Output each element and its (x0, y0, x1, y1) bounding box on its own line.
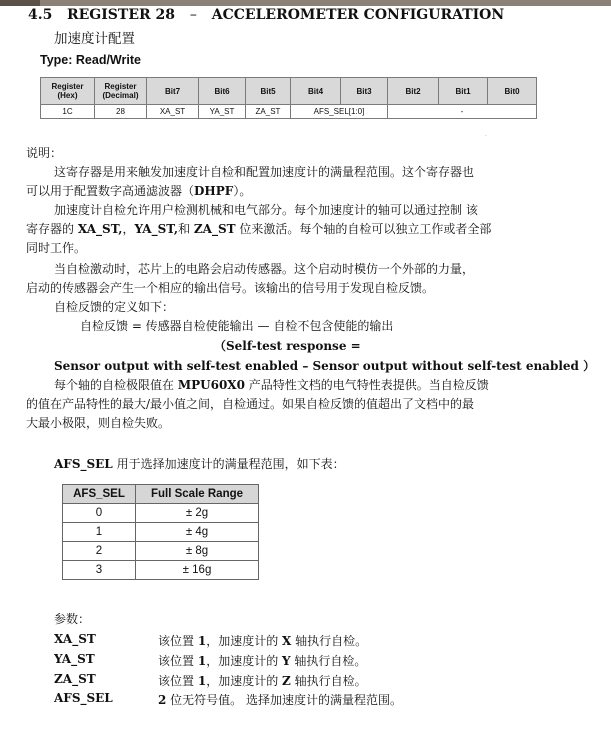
afs-sel-value: 2 (63, 542, 136, 561)
register-name: REGISTER 28 (66, 7, 175, 23)
cell-bit2-0: - (388, 105, 537, 119)
table-row (63, 523, 259, 542)
param-name-xa-st: XA_ST (54, 632, 96, 646)
dhpf-term: DHPF (194, 184, 234, 198)
desc-p2-line1: 加速度计自检允许用户检测机械和电气部分。每个加速度计的轴可以通过控制 该 (54, 203, 478, 217)
header-bit1: Bit1 (439, 78, 488, 105)
desc-p2-sep1: ， (122, 222, 135, 236)
table-row (63, 504, 259, 523)
header-afs-sel: AFS_SEL (63, 485, 136, 504)
desc-p5-line3: 大最小极限，则自检失败。 (26, 416, 171, 430)
mpu60x0-term: MPU60X0 (177, 378, 245, 392)
param-desc-bold: 2 (158, 693, 167, 707)
formula-en-line2: Sensor output with self-test enabled – Sensor output without self-test enabled ） (54, 359, 596, 373)
register-table (40, 77, 537, 119)
section-heading (28, 7, 504, 23)
xa-st-term: XA_ST, (77, 222, 123, 236)
param-name-za-st: ZA_ST (54, 672, 96, 686)
param-desc-bold: 1 (197, 654, 207, 668)
full-scale-value: ± 16g (136, 561, 259, 580)
param-desc-pre: 该位置 (158, 674, 198, 688)
full-scale-value: ± 4g (136, 523, 259, 542)
desc-p3-line1: 当自检激动时，芯片上的电路会启动传感器。这个启动时模仿一个外部的力量， (54, 262, 475, 276)
header-bit7: Bit7 (147, 78, 199, 105)
parameters-title: 参数： (54, 612, 91, 626)
formula-line: 自检反馈 = 传感器自检使能输出 — 自检不包含使能的输出 (80, 319, 394, 333)
top-bar (0, 0, 611, 6)
param-desc-mid: ，加速度计的 (206, 674, 283, 688)
header-register-decimal: Register (Decimal) (95, 78, 147, 105)
za-st-term: ZA_ST (193, 222, 236, 236)
afs-intro-text: 用于选择加速度计的满量程范围，如下表： (112, 457, 345, 471)
param-desc-afs-sel (158, 691, 402, 708)
param-axis: Y (282, 654, 291, 668)
param-name-afs-sel: AFS_SEL (54, 691, 113, 705)
param-axis: Z (282, 674, 291, 688)
cell-bit7: XA_ST (147, 105, 199, 119)
param-desc-mid: 位无符号值。 选择加速度计的满量程范围。 (166, 693, 402, 707)
register-table-row (41, 105, 537, 119)
register-table-header (41, 78, 537, 105)
table-row (63, 542, 259, 561)
param-desc-mid: ，加速度计的 (206, 654, 283, 668)
full-scale-value: ± 2g (136, 504, 259, 523)
param-desc-za-st (158, 672, 367, 689)
desc-p2-post: 位来激活。每个轴的自检可以独立工作或者全部 (235, 222, 492, 236)
afs-range-table (62, 484, 259, 580)
desc-p2-line3: 同时工作。 (26, 241, 87, 255)
full-scale-value: ± 8g (136, 542, 259, 561)
cell-hex: 1C (41, 105, 95, 119)
param-desc-bold: 1 (197, 634, 207, 648)
afs-table-header (63, 485, 259, 504)
desc-p3-line2: 启动的传感器会产生一个相应的输出信号。该输出的信号用于发现自检反馈。 (26, 281, 435, 295)
param-desc-pre: 该位置 (158, 634, 198, 648)
param-desc-ya-st (158, 652, 366, 669)
desc-p4-line1: 自检反馈的定义如下： (54, 300, 175, 314)
param-desc-pre: 该位置 (158, 654, 198, 668)
section-title: ACCELEROMETER CONFIGURATION (211, 7, 505, 23)
desc-p5-post: 产品特性文档的电气特性表提供。当自检反馈 (244, 378, 489, 392)
desc-p5-line2: 的值在产品特性的最大/最小值之间，自检通过。如果自检反馈的值超出了文档中的最 (26, 397, 475, 411)
afs-sel-value: 1 (63, 523, 136, 542)
section-number: 4.5 (28, 7, 53, 23)
param-name-ya-st: YA_ST (54, 652, 95, 666)
param-desc-bold: 1 (197, 674, 207, 688)
afs-sel-value: 3 (63, 561, 136, 580)
cell-bit4-3: AFS_SEL[1:0] (291, 105, 388, 119)
cell-bit5: ZA_ST (246, 105, 291, 119)
header-bit3: Bit3 (341, 78, 388, 105)
cell-decimal: 28 (95, 105, 147, 119)
desc-p1-line2 (26, 182, 251, 201)
header-bit5: Bit5 (246, 78, 291, 105)
table-row (63, 561, 259, 580)
afs-sel-term: AFS_SEL (54, 457, 113, 471)
section-subtitle: 加速度计配置 (54, 31, 135, 47)
afs-sel-value: 0 (63, 504, 136, 523)
header-bit6: Bit6 (199, 78, 246, 105)
param-axis: X (282, 634, 292, 648)
param-desc-post: 轴执行自检。 (290, 654, 367, 668)
type-label: Type: Read/Write (40, 53, 141, 67)
desc-p1-line1: 这寄存器是用来触发加速度计自检和配置加速度计的满量程范围。这个寄存器也 (54, 165, 475, 179)
heading-separator: – (189, 7, 197, 23)
desc-p5-line1 (54, 376, 489, 395)
cell-bit6: YA_ST (199, 105, 246, 119)
param-desc-mid: ，加速度计的 (206, 634, 283, 648)
afs-intro (54, 455, 345, 474)
desc-p5-pre: 每个轴的自检极限值在 (54, 378, 178, 392)
param-desc-post: 轴执行自检。 (291, 634, 368, 648)
header-bit2: Bit2 (388, 78, 439, 105)
desc-p2-pre: 寄存器的 (26, 222, 78, 236)
top-bar-accent (0, 0, 40, 6)
formula-en-line1: （Self-test response = (214, 339, 361, 353)
desc-p2-line2 (26, 220, 491, 239)
desc-p2-sep2: 和 (178, 222, 194, 236)
param-desc-post: 轴执行自检。 (290, 674, 367, 688)
description-label: 说明： (26, 146, 63, 160)
header-bit4: Bit4 (291, 78, 341, 105)
header-register-hex: Register (Hex) (41, 78, 95, 105)
header-bit0: Bit0 (488, 78, 537, 105)
header-full-scale-range: Full Scale Range (136, 485, 259, 504)
desc-p1-end: ）。 (233, 184, 252, 198)
decorative-mark: · (484, 132, 487, 140)
desc-p1-text: 可以用于配置数字高通滤波器（ (26, 184, 195, 198)
param-desc-xa-st (158, 632, 367, 649)
ya-st-term: YA_ST, (134, 222, 179, 236)
